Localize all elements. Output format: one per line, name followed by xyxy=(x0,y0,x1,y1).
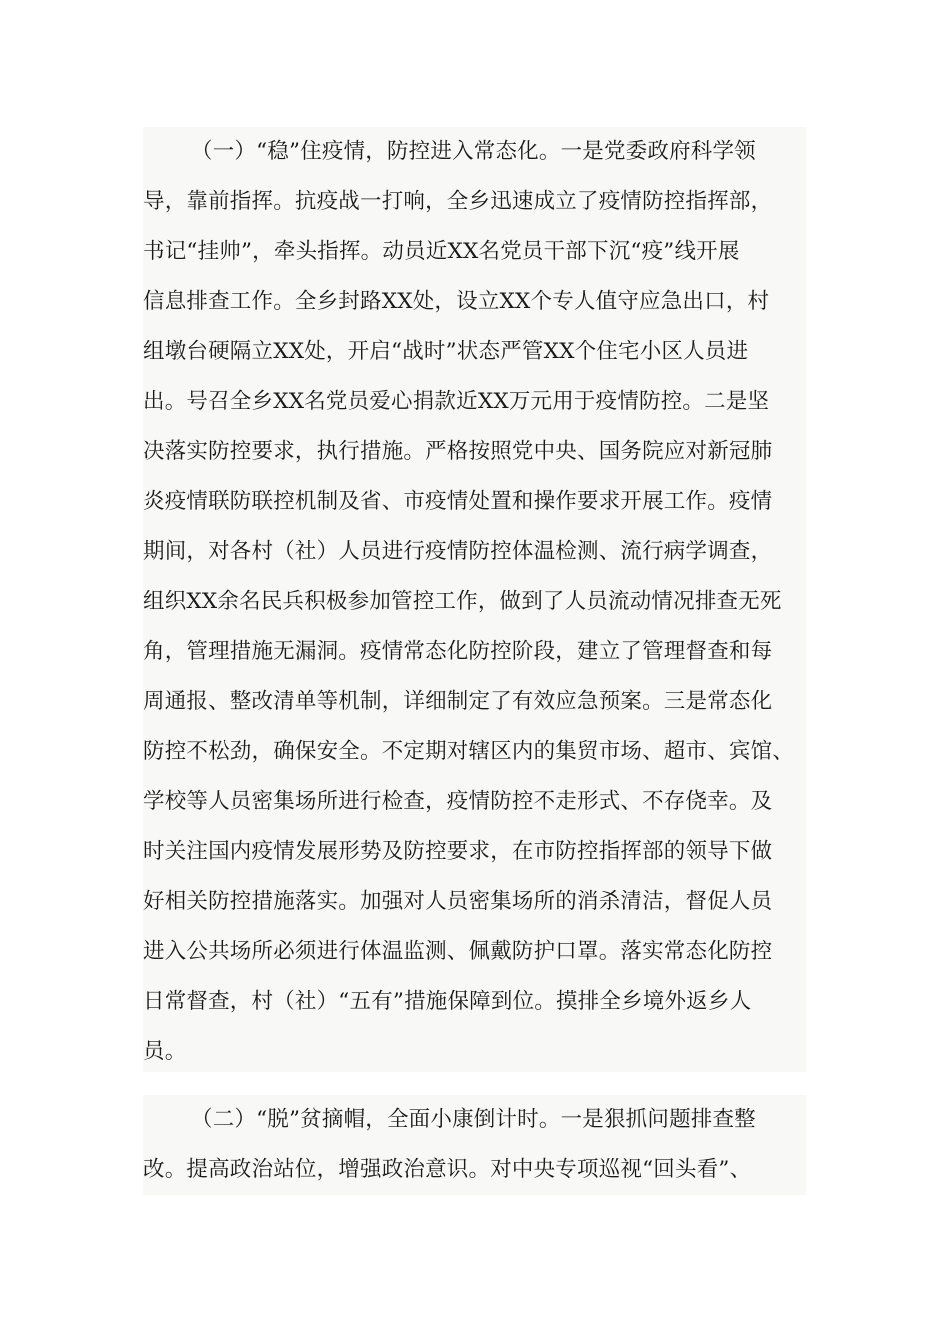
text-line: 角，管理措施无漏洞。疫情常态化防控阶段，建立了管理督查和每 xyxy=(143,639,773,664)
text-line: 组墩台硬隔立XX处，开启“战时”状态严管XX个住宅小区人员进 xyxy=(143,339,749,364)
text-line: 书记“挂帅”，牵头指挥。动员近XX名党员干部下沉“疫”线开展 xyxy=(143,239,740,264)
text-line: 组织XX余名民兵积极参加管控工作，做到了人员流动情况排查无死 xyxy=(143,589,782,614)
text-line: （二）“脱”贫摘帽，全面小康倒计时。一是狠抓问题排查整 xyxy=(191,1107,756,1132)
text-line: 学校等人员密集场所进行检查，疫情防控不走形式、不存侥幸。及 xyxy=(143,789,773,814)
text-line: 期间，对各村（社）人员进行疫情防控体温检测、流行病学调查， xyxy=(143,539,773,564)
text-line: 时关注国内疫情发展形势及防控要求，在市防控指挥部的领导下做 xyxy=(143,839,773,864)
paragraph-2 xyxy=(143,1095,806,1195)
text-line: 日常督查，村（社）“五有”措施保障到位。摸排全乡境外返乡人 xyxy=(143,989,752,1014)
text-line: （一）“稳”住疫情，防控进入常态化。一是党委政府科学领 xyxy=(191,139,756,164)
text-line: 员。 xyxy=(143,1039,187,1064)
text-line: 导，靠前指挥。抗疫战一打响，全乡迅速成立了疫情防控指挥部， xyxy=(143,189,773,214)
paragraph-1 xyxy=(143,127,806,1072)
text-line: 改。提高政治站位，增强政治意识。对中央专项巡视“回头看”、 xyxy=(143,1157,752,1182)
text-line: 周通报、整改清单等机制，详细制定了有效应急预案。三是常态化 xyxy=(143,689,773,714)
text-line: 好相关防控措施落实。加强对人员密集场所的消杀清洁，督促人员 xyxy=(143,889,773,914)
text-line: 出。号召全乡XX名党员爱心捐款近XX万元用于疫情防控。二是坚 xyxy=(143,389,770,414)
text-line: 进入公共场所必须进行体温监测、佩戴防护口罩。落实常态化防控 xyxy=(143,939,773,964)
text-line: 决落实防控要求，执行措施。严格按照党中央、国务院应对新冠肺 xyxy=(143,439,773,464)
text-line: 防控不松劲，确保安全。不定期对辖区内的集贸市场、超市、宾馆、 xyxy=(143,739,795,764)
text-line: 炎疫情联防联控机制及省、市疫情处置和操作要求开展工作。疫情 xyxy=(143,489,773,514)
text-line: 信息排查工作。全乡封路XX处，设立XX个专人值守应急出口，村 xyxy=(143,289,770,314)
